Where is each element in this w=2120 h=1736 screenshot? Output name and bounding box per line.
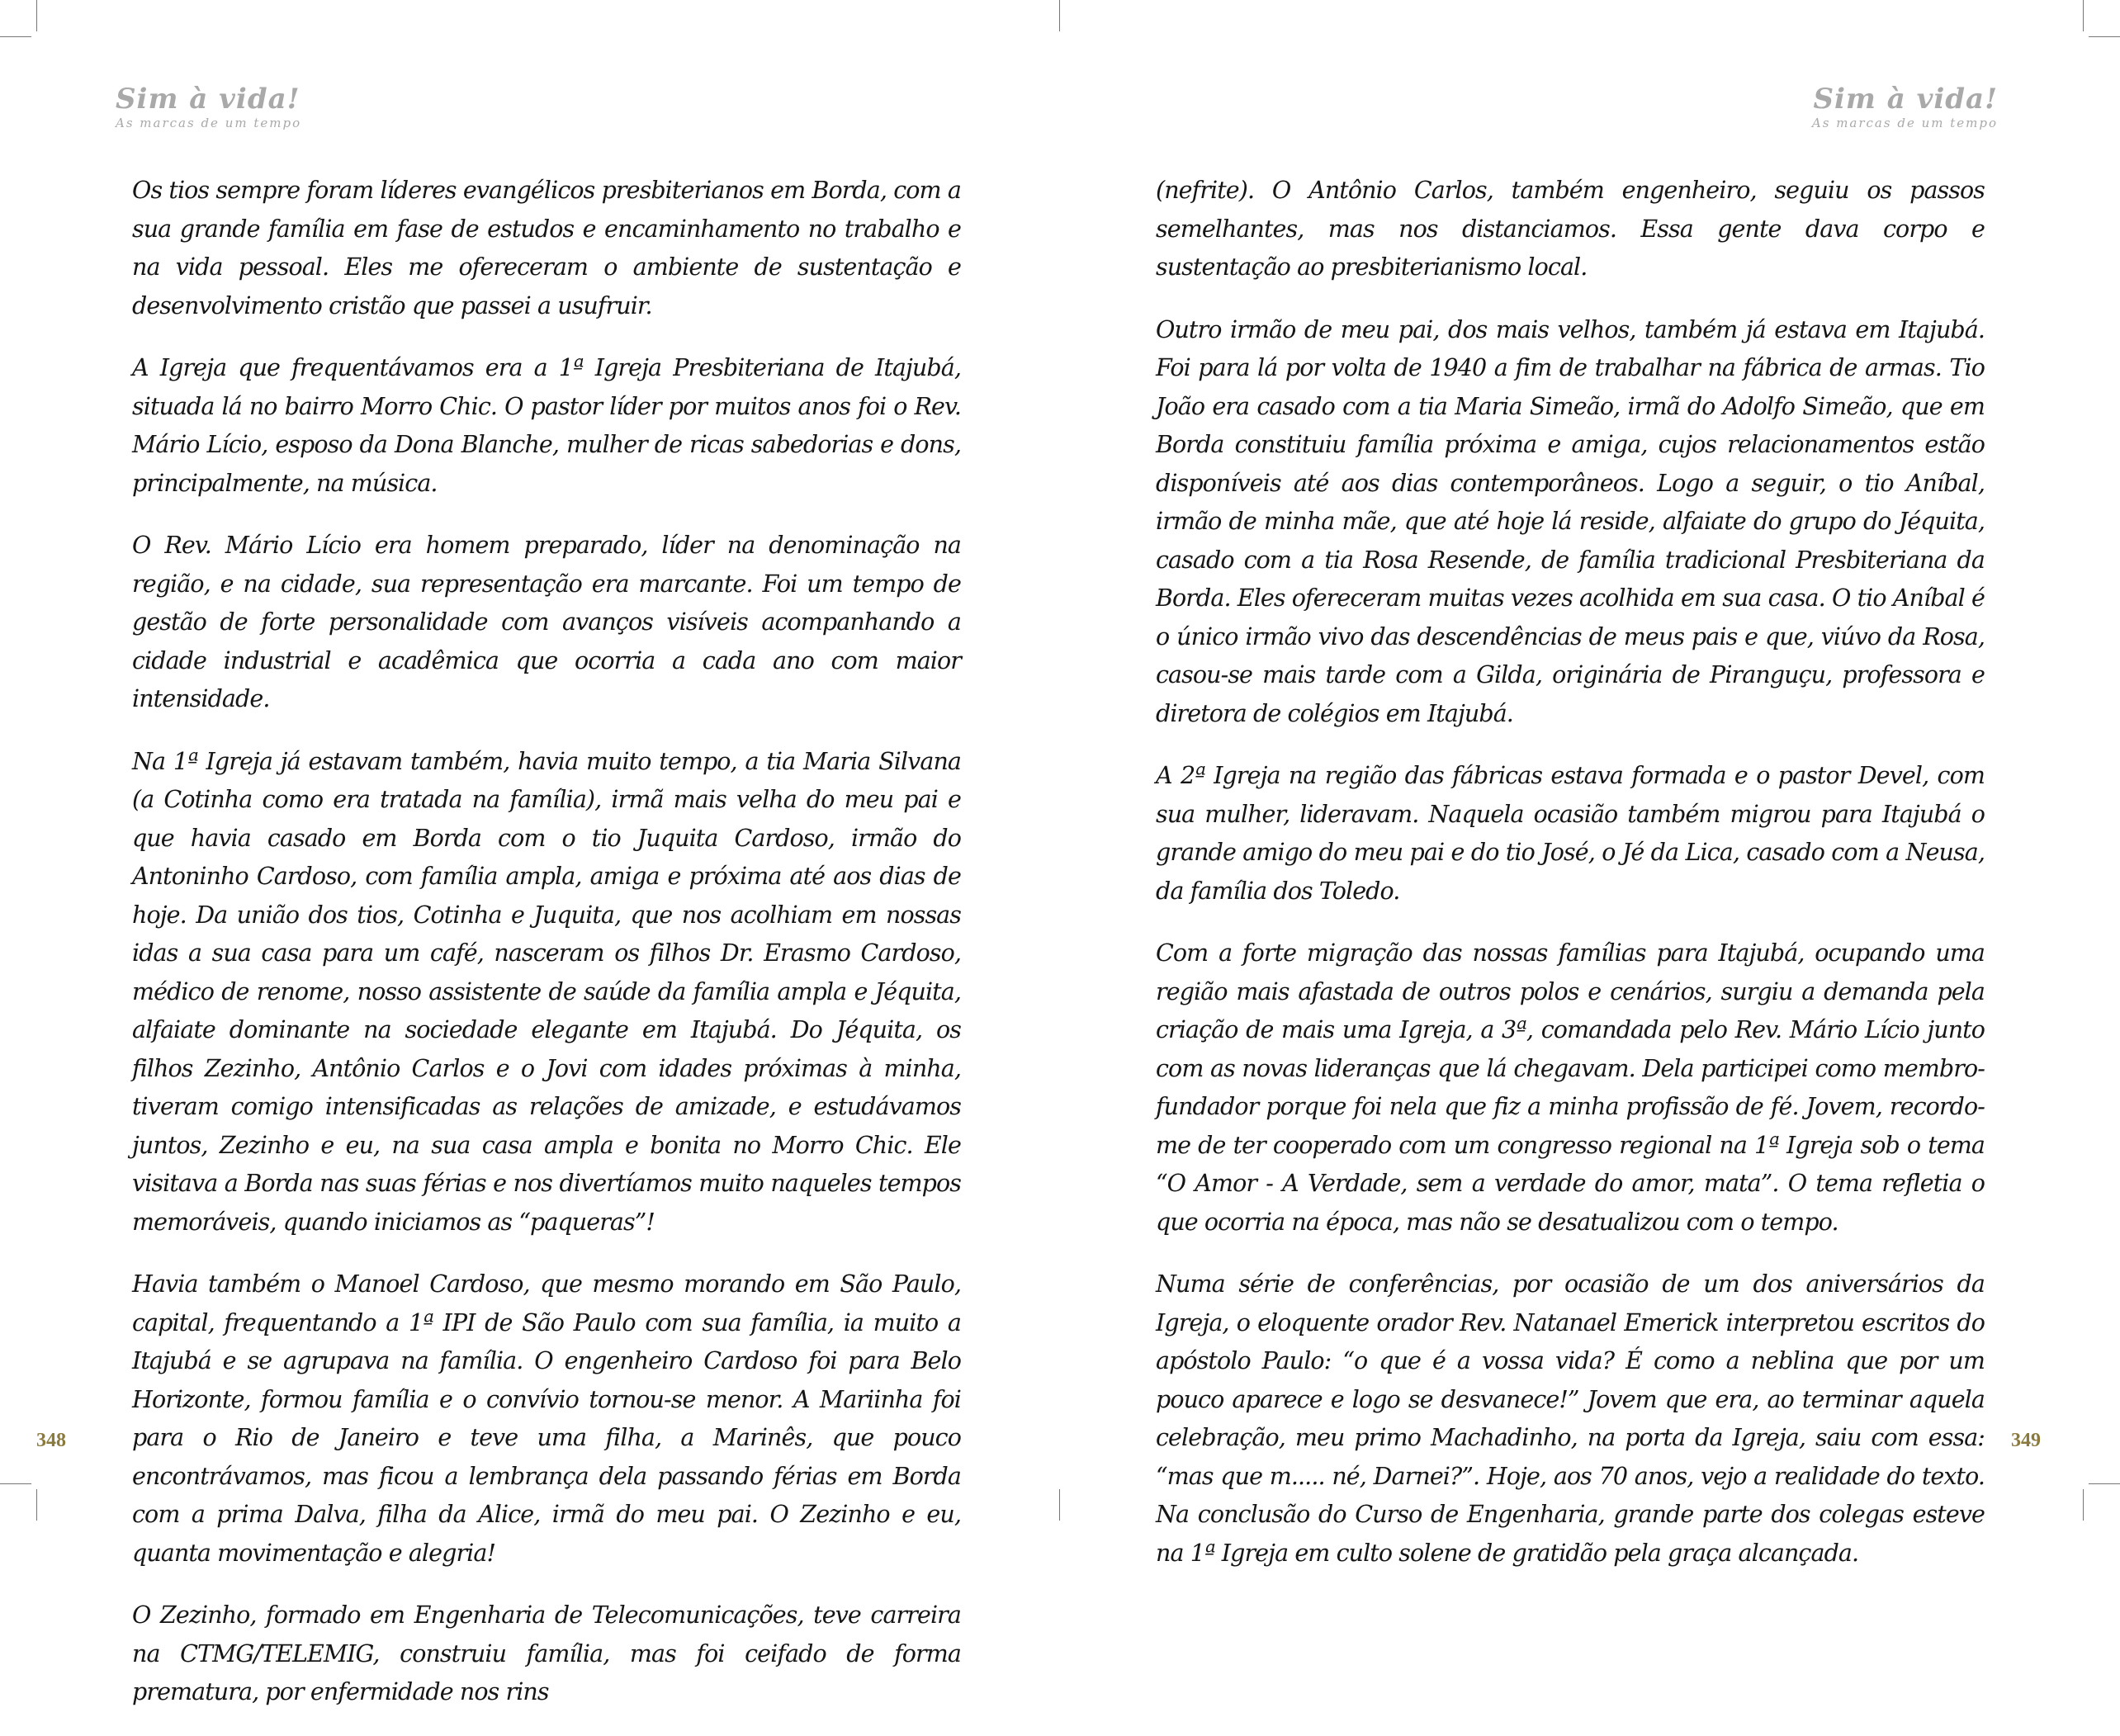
running-header (1812, 83, 1998, 130)
paragraph: Havia também o Manoel Cardoso, que mesmo morando em São Paulo, capital, frequentando a 1ª IPI de São Paulo com sua família, ia muito a Itajubá e se agrupava na família. O engenheiro Cardoso foi para Belo Horizonte, formou família e o convívio tornou-se menor. A Mariinha foi para o Rio de Janeiro e teve uma filha, a Marinês, que pouco encontrávamos, mas ficou a lembrança dela passando férias em Borda com a prima Dalva, filha da Alice, irmã do meu pai. O Zezinho e eu, quanta movimentação e alegria! (132, 1270, 961, 1567)
paragraph: Com a forte migração das nossas famílias para Itajubá, ocupando uma região mais afastada de outros polos e cenários, surgiu a demanda pela criação de mais uma Igreja, a 3ª, comandada pelo Rev. Mário Lício junto com as novas lideranças que lá chegavam. Dela participei como membro-fundador porque foi nela que fiz a minha profissão de fé. Jovem, recordo-me de ter cooperado com um congresso regional na 1ª Igreja sob o tema “O Amor - A Verdade, sem a verdade do amor, mata”. O tema refletia o que ocorria na época, mas não se desatualizou com o tempo. (1156, 939, 1985, 1236)
paragraph: A 2ª Igreja na região das fábricas estava formada e o pastor Devel, com sua mulher, lideravam. Naquela ocasião também migrou para Itajubá o grande amigo do meu pai e do tio José, o Jé da Lica, casado com a Neusa, da família dos Toledo. (1156, 762, 1985, 905)
left-page (0, 0, 1060, 1705)
header-subtitle: As marcas de um tempo (116, 116, 302, 130)
paragraph: O Zezinho, formado em Engenharia de Telecomunicações, teve carreira na CTMG/TELEMIG, construiu família, mas foi ceifado de forma prematura, por enfermidade nos rins (132, 1601, 961, 1705)
header-title: Sim à vida! (1813, 83, 1998, 116)
body-text (132, 172, 961, 1736)
page-number: 349 (2011, 1430, 2041, 1451)
paragraph: Os tios sempre foram líderes evangélicos presbiterianos em Borda, com a sua grande família em fase de estudos e encaminhamento no trabalho e na vida pessoal. Eles me ofereceram o ambiente de sustentação e desenvolvimento cristão que passei a usufruir. (132, 177, 961, 319)
paragraph: Outro irmão de meu pai, dos mais velhos, também já estava em Itajubá. Foi para lá por volta de 1940 a fim de trabalhar na fábrica de armas. Tio João era casado com a tia Maria Simeão, irmã do Adolfo Simeão, que em Borda constituiu família próxima e amiga, cujos relacionamentos estão disponíveis até aos dias contemporâneos. Logo a seguir, o tio Aníbal, irmão de minha mãe, que até hoje lá reside, alfaiate do grupo do Jéquita, casado com a tia Rosa Resende, de família tradicional Presbiteriana da Borda. Eles ofereceram muitas vezes acolhida em sua casa. O tio Aníbal é o único irmão vivo das descendências de meus pais e que, viúvo da Rosa, casou-se mais tarde com a Gilda, originária de Piranguçu, professora e diretora de colégios em Itajubá. (1156, 315, 1985, 727)
page-number: 348 (36, 1430, 66, 1451)
header-subtitle: As marcas de um tempo (1811, 116, 1998, 130)
paragraph: (nefrite). O Antônio Carlos, também engenheiro, seguiu os passos semelhantes, mas nos distanciamos. Essa gente dava corpo e sustentação ao presbiterianismo local. (1156, 177, 1985, 281)
paragraph: Numa série de conferências, por ocasião de um dos aniversários da Igreja, o eloquente orador Rev. Natanael Emerick interpretou escritos do apóstolo Paulo: “o que é a vossa vida? É como a neblina que por um pouco aparece e logo se desvanece!” Jovem que era, ao terminar aquela celebração, meu primo Machadinho, na porta da Igreja, saiu com essa: “mas que m..... né, Darnei?”. Hoje, aos 70 anos, vejo a realidade do texto. Na conclusão do Curso de Engenharia, grande parte dos colegas esteve na 1ª Igreja em culto solene de gratidão pela graça alcançada. (1156, 1270, 1985, 1567)
paragraph: O Rev. Mário Lício era homem preparado, líder na denominação na região, e na cidade, sua representação era marcante. Foi um tempo de gestão de forte personalidade com avanços visíveis acompanhando a cidade industrial e acadêmica que ocorria a cada ano com maior intensidade. (132, 532, 961, 712)
paragraph: Na 1ª Igreja já estavam também, havia muito tempo, a tia Maria Silvana (a Cotinha como era tratada na família), irmã mais velha do meu pai e que havia casado em Borda com o tio Juquita Cardoso, irmão do Antoninho Cardoso, com família ampla, amiga e próxima até aos dias de hoje. Da união dos tios, Cotinha e Juquita, que nos acolhiam em nossas idas a sua casa para um café, nasceram os filhos Dr. Erasmo Cardoso, médico de renome, nosso assistente de saúde da família ampla e Jéquita, alfaiate dominante na sociedade elegante em Itajubá. Do Jéquita, os filhos Zezinho, Antônio Carlos e o Jovi com idades próximas à minha, tiveram comigo intensificadas as relações de amizade, e estudávamos juntos, Zezinho e eu, na sua casa ampla e bonita no Morro Chic. Ele visitava a Borda nas suas férias e nos divertíamos muito naqueles tempos memoráveis, quando iniciamos as “paqueras”! (132, 747, 961, 1236)
paragraph: A Igreja que frequentávamos era a 1ª Igreja Presbiteriana de Itajubá, situada lá no bairro Morro Chic. O pastor líder por muitos anos foi o Rev. Mário Lício, esposo da Dona Blanche, mulher de ricas sabedorias e dons, principalmente, na música. (132, 354, 961, 497)
right-page (1060, 0, 2120, 1567)
running-header (116, 83, 301, 130)
body-text (1156, 172, 1985, 1596)
header-title: Sim à vida! (116, 83, 300, 116)
